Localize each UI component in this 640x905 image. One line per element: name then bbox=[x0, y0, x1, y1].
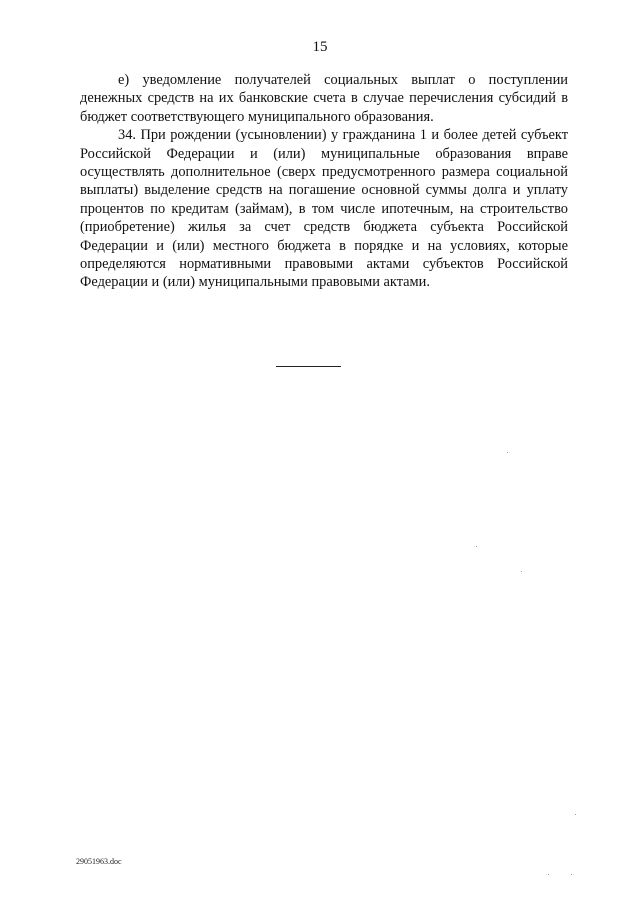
document-body bbox=[80, 71, 568, 292]
footer-filename: 29051963.doc bbox=[76, 857, 122, 866]
end-separator-line bbox=[276, 366, 341, 367]
scan-speck bbox=[521, 571, 522, 572]
scan-speck bbox=[507, 452, 508, 453]
scan-speck bbox=[548, 874, 549, 875]
paragraph-34: 34. При рождении (усыновлении) у гражданина 1 и более детей субъект Российской Федерации и (или) муниципальные образования вправе осуществлять дополнительное (сверх предусмотренного размера социальной выплаты) выделение средств на погашение основной суммы долга и уплату процентов по кредитам (займам), в том числе ипотечным, на строительство (приобретение) жилья за счет средств бюджета субъекта Российской Федерации и (или) местного бюджета в порядке и на условиях, которые определяются нормативными правовыми актами субъектов Российской Федерации и (или) муниципальными правовыми актами. bbox=[80, 127, 568, 291]
page-number: 15 bbox=[312, 39, 328, 55]
scan-speck bbox=[476, 546, 477, 547]
scan-speck bbox=[571, 874, 572, 875]
paragraph-e: е) уведомление получателей социальных выплат о поступлении денежных средств на их банковские счета в случае перечисления субсидий в бюджет соответствующего муниципального образования. bbox=[80, 72, 568, 125]
scan-speck bbox=[575, 814, 576, 815]
